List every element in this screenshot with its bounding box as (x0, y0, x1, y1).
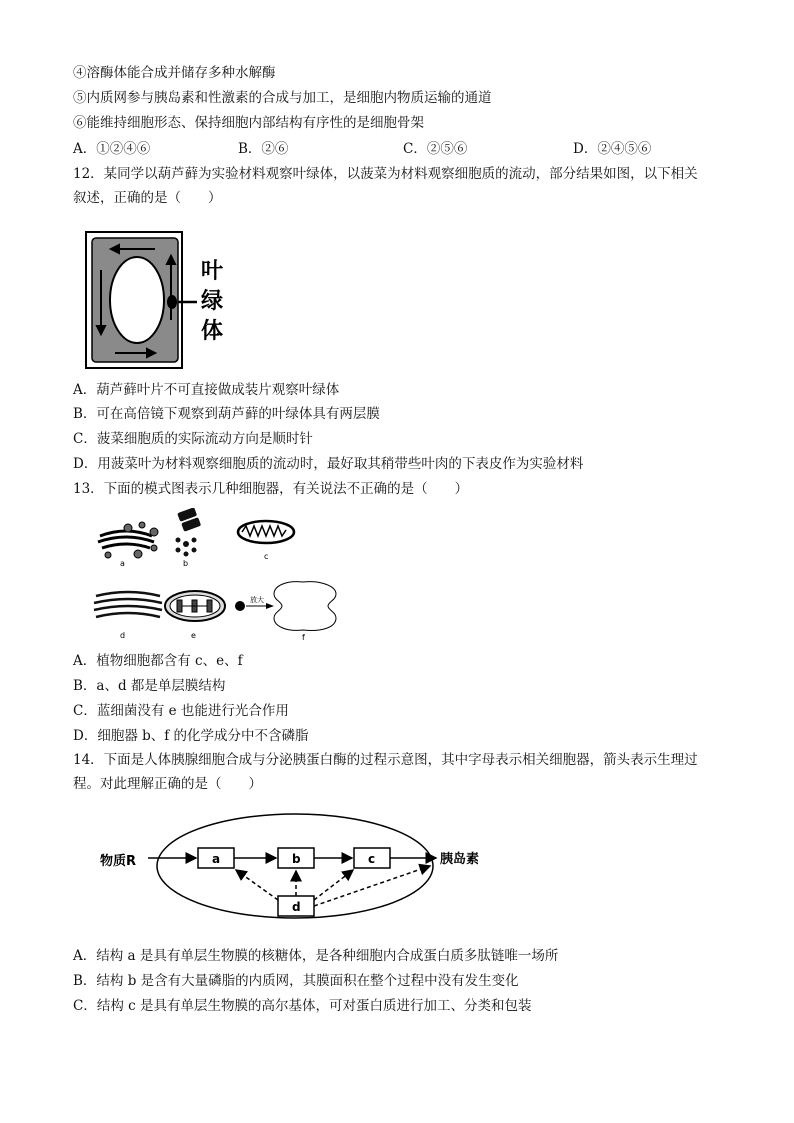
output-label: 胰岛素 (440, 852, 480, 867)
box-b-label: b (292, 852, 301, 866)
q12-option-b: B．可在高倍镜下观察到葫芦藓的叶绿体具有两层膜 (73, 406, 380, 422)
label-lv: 绿 (201, 289, 224, 314)
organelle-c (238, 521, 294, 543)
q13-stem: 13．下面的模式图表示几种细胞器，有关说法不正确的是（ ） (73, 481, 469, 497)
label-b: b (183, 559, 189, 568)
label-ye: 叶 (201, 259, 224, 284)
input-label: 物质R (100, 854, 137, 869)
label-f: f (302, 633, 305, 642)
label-e: e (191, 631, 196, 640)
label-c: c (264, 552, 269, 561)
q14-option-b: B．结构 b 是含有大量磷脂的内质网，其膜面积在整个过程中没有发生变化 (73, 973, 519, 989)
q13-option-a: A．植物细胞都含有 c、e、f (73, 653, 243, 669)
box-d-label: d (292, 900, 301, 914)
box-c-label: c (368, 852, 376, 866)
organelle-b (176, 508, 202, 557)
organelle-e (165, 591, 225, 621)
organelle-f-large (274, 582, 336, 631)
q12-cell-figure (85, 230, 245, 372)
q11-option-c: C．②⑤⑥ (403, 141, 468, 157)
q13-option-b: B．a、d 都是单层膜结构 (73, 678, 226, 694)
zoom-label: 放大 (250, 596, 264, 604)
q12-option-c: C．菠菜细胞质的实际流动方向是顺时针 (73, 431, 313, 447)
organelle-d (94, 592, 162, 617)
q11-option-a: A．①②④⑥ (73, 141, 151, 157)
q14-stem-line1: 14．下面是人体胰腺细胞合成与分泌胰蛋白酶的过程示意图，其中字母表示相关细胞器，箭头表示生理过 (73, 752, 698, 768)
q13-organelles-figure (88, 508, 358, 643)
organelle-f-small (235, 601, 245, 611)
q14-option-c: C．结构 c 是具有单层生物膜的高尔基体，可对蛋白质进行加工、分类和包装 (73, 998, 532, 1014)
organelle-a (98, 522, 158, 558)
label-d: d (120, 631, 126, 640)
q14-option-a: A．结构 a 是具有单层生物膜的核糖体，是各种细胞内合成蛋白质多肽链唯一场所 (73, 948, 559, 964)
q11-item-4: ④溶酶体能合成并储存多种水解酶 (73, 65, 276, 81)
q12-stem-line1: 12．某同学以葫芦藓为实验材料观察叶绿体，以菠菜为材料观察细胞质的流动，部分结果如图，以下相关 (73, 166, 698, 182)
q13-option-d: D．细胞器 b、f 的化学成分中不含磷脂 (73, 728, 309, 744)
q14-pathway-figure (90, 808, 510, 928)
label-a: a (120, 559, 125, 568)
box-a-label: a (212, 852, 221, 866)
q12-option-a: A．葫芦藓叶片不可直接做成装片观察叶绿体 (73, 382, 340, 398)
label-ti: 体 (201, 319, 224, 344)
q12-stem-line2: 叙述，正确的是（ ） (73, 190, 222, 206)
vacuole (110, 257, 164, 343)
q13-option-c: C．蓝细菌没有 e 也能进行光合作用 (73, 703, 289, 719)
q11-item-6: ⑥能维持细胞形态、保持细胞内部结构有序性的是细胞骨架 (73, 115, 424, 131)
q11-option-d: D．②④⑤⑥ (573, 141, 652, 157)
q14-stem-line2: 程。对此理解正确的是（ ） (73, 776, 262, 792)
q11-item-5: ⑤内质网参与胰岛素和性激素的合成与加工，是细胞内物质运输的通道 (73, 90, 492, 106)
q11-option-b: B．②⑥ (238, 141, 289, 157)
q12-option-d: D．用菠菜叶为材料观察细胞质的流动时，最好取其稍带些叶肉的下表皮作为实验材料 (73, 456, 584, 472)
